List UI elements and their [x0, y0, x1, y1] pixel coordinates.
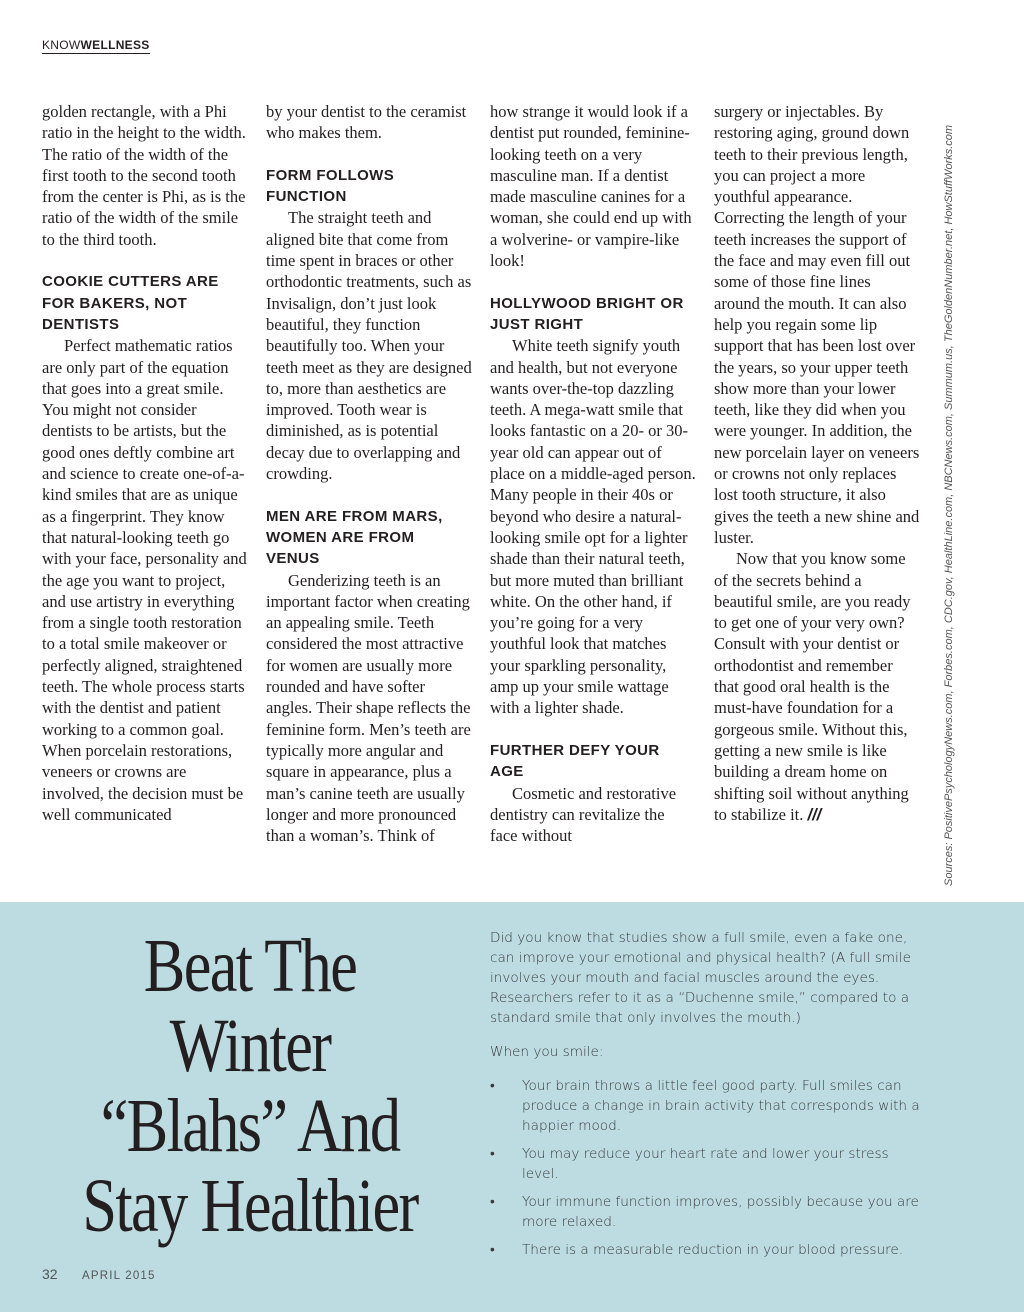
- paragraph: White teeth signify youth and health, but not everyone wants over-the-top dazzling teeth. A mega-watt smile that looks fantastic on a 20- or 30-year old can appear out of place on a middle-aged person. Many people in their 40s or beyond who desire a natural-looking smile opt for a lighter shade than their natural teeth, but more muted than brilliant white. On the other hand, if you’re going for a very youthful look that matches your sparkling personality, amp up your smile wattage with a lighter shade.: [490, 336, 696, 718]
- end-mark-icon: ///: [807, 805, 822, 824]
- sidebar-body: [490, 928, 920, 1268]
- folio: [42, 1266, 156, 1284]
- paragraph: by your dentist to the ceramist who makes them.: [266, 102, 467, 143]
- list-item: • There is a measurable reduction in your blood pressure.: [490, 1240, 920, 1260]
- paragraph: Genderizing teeth is an important factor when creating an appealing smile. Teeth considered the most attractive for women are usually more rounded and have softer angles. Their shape reflects the feminine form. Men’s teeth are typically more angular and square in appearance, plus a man’s canine teeth are usually longer and more pronounced than a woman’s. Think of: [266, 570, 471, 846]
- article-column-3: [490, 101, 696, 846]
- paragraph: Cosmetic and restorative dentistry can revitalize the face without: [490, 783, 677, 846]
- section-label-light: KNOW: [42, 38, 81, 52]
- section-label-bold: WELLNESS: [80, 38, 150, 52]
- sources-credit: Sources: PositivePsychologyNews.com, Forbes.com, CDC.gov, HealthLine.com, NBCNews.com, Summum.us, TheGoldenNumber.net, HowStuffWorks.com: [943, 124, 955, 886]
- subheading-hollywood-bright: HOLLYWOOD BRIGHT OR JUST RIGHT: [490, 294, 684, 333]
- subheading-further-defy-age: FURTHER DEFY YOUR AGE: [490, 741, 660, 781]
- section-label: [42, 38, 150, 54]
- list-item: • You may reduce your heart rate and lower your stress level.: [490, 1144, 920, 1184]
- sidebar-headline: [61, 926, 438, 1246]
- closing-text: Now that you know some of the secrets behind a beautiful smile, are you ready to get one of your very own? Consult with your dentist or orthodontist and remember that good oral health is the must-have foundation for a gorgeous smile. Without this, getting a new smile is like building a dream home on shifting soil without anything to stabilize it.: [714, 549, 911, 824]
- list-item: • Your brain throws a little feel good party. Full smiles can produce a change in brain activity that corresponds with a happier mood.: [490, 1076, 920, 1136]
- page-number: 32: [42, 1266, 58, 1282]
- paragraph-closing: [714, 548, 920, 826]
- article-column-2: [266, 101, 472, 846]
- headline-line: Stay Healthier: [82, 1164, 418, 1248]
- subheading-form-follows-function: FORM FOLLOWS FUNCTION: [266, 166, 395, 206]
- paragraph: The straight teeth and aligned bite that come from time spent in braces or other orthodontic treatments, such as Invisalign, don’t just look beautiful, they function beautifully too. When your teeth meet as they are designed to, more than aesthetics are improved. Tooth wear is diminished, as is potential decay due to overlapping and crowding.: [266, 208, 472, 484]
- paragraph: surgery or injectables. By restoring aging, ground down teeth to their previous length, you can project a more youthful appearance. Correcting the length of your teeth increases the support of the face and may even fill out some of those fine lines around the mouth. It can also help you regain some lip support that has been lost over the years, so your upper teeth show more than your lower teeth, like they did when you were younger. In addition, the new porcelain layer on veneers or crowns not only replaces lost tooth structure, it also gives the teeth a new shine and luster.: [714, 102, 920, 547]
- article-column-1: [42, 101, 248, 825]
- paragraph: how strange it would look if a dentist put rounded, feminine-looking teeth on a very masculine man. If a dentist made masculine canines for a woman, she could end up with a wolverine- or vampire-like look!: [490, 102, 692, 271]
- sidebar-intro: Did you know that studies show a full smile, even a fake one, can improve your emotional and physical health? (A full smile involves your mouth and facial muscles around the eyes. Researchers refer to it as a “Duchenne smile,” compared to a standard smile that only involves the mouth.): [490, 930, 911, 1026]
- article-column-4: [714, 101, 920, 826]
- sidebar-lead: When you smile:: [490, 1044, 604, 1060]
- headline-line: “Blahs” And: [100, 1084, 400, 1168]
- benefit-list: [490, 1076, 920, 1260]
- subheading-cookie-cutters: COOKIE CUTTERS ARE FOR BAKERS, NOT DENTISTS: [42, 273, 219, 333]
- list-item: • Your immune function improves, possibly because you are more relaxed.: [490, 1192, 920, 1232]
- paragraph: Perfect mathematic ratios are only part of the equation that goes into a great smile. You might not consider dentists to be artists, but the good ones deftly combine art and science to create one-of-a-kind smiles that are as unique as a fingerprint. They know that natural-looking teeth go with your face, personality and the age you want to project, and use artistry in everything from a single tooth restoration to a total smile makeover or perfectly aligned, straightened teeth. The whole process starts with the dentist and patient working to a common goal. When porcelain restorations, veneers or crowns are involved, the decision must be well communicated: [42, 336, 247, 824]
- subheading-men-women: MEN ARE FROM MARS, WOMEN ARE FROM VENUS: [266, 507, 443, 568]
- headline-line: Winter: [169, 1004, 331, 1088]
- paragraph: golden rectangle, with a Phi ratio in the height to the width. The ratio of the width of the first tooth to the second tooth from the center is Phi, as is the ratio of the width of the smile to the third tooth.: [42, 102, 246, 249]
- issue-date: APRIL 2015: [82, 1270, 156, 1282]
- headline-line: Beat The: [143, 924, 357, 1008]
